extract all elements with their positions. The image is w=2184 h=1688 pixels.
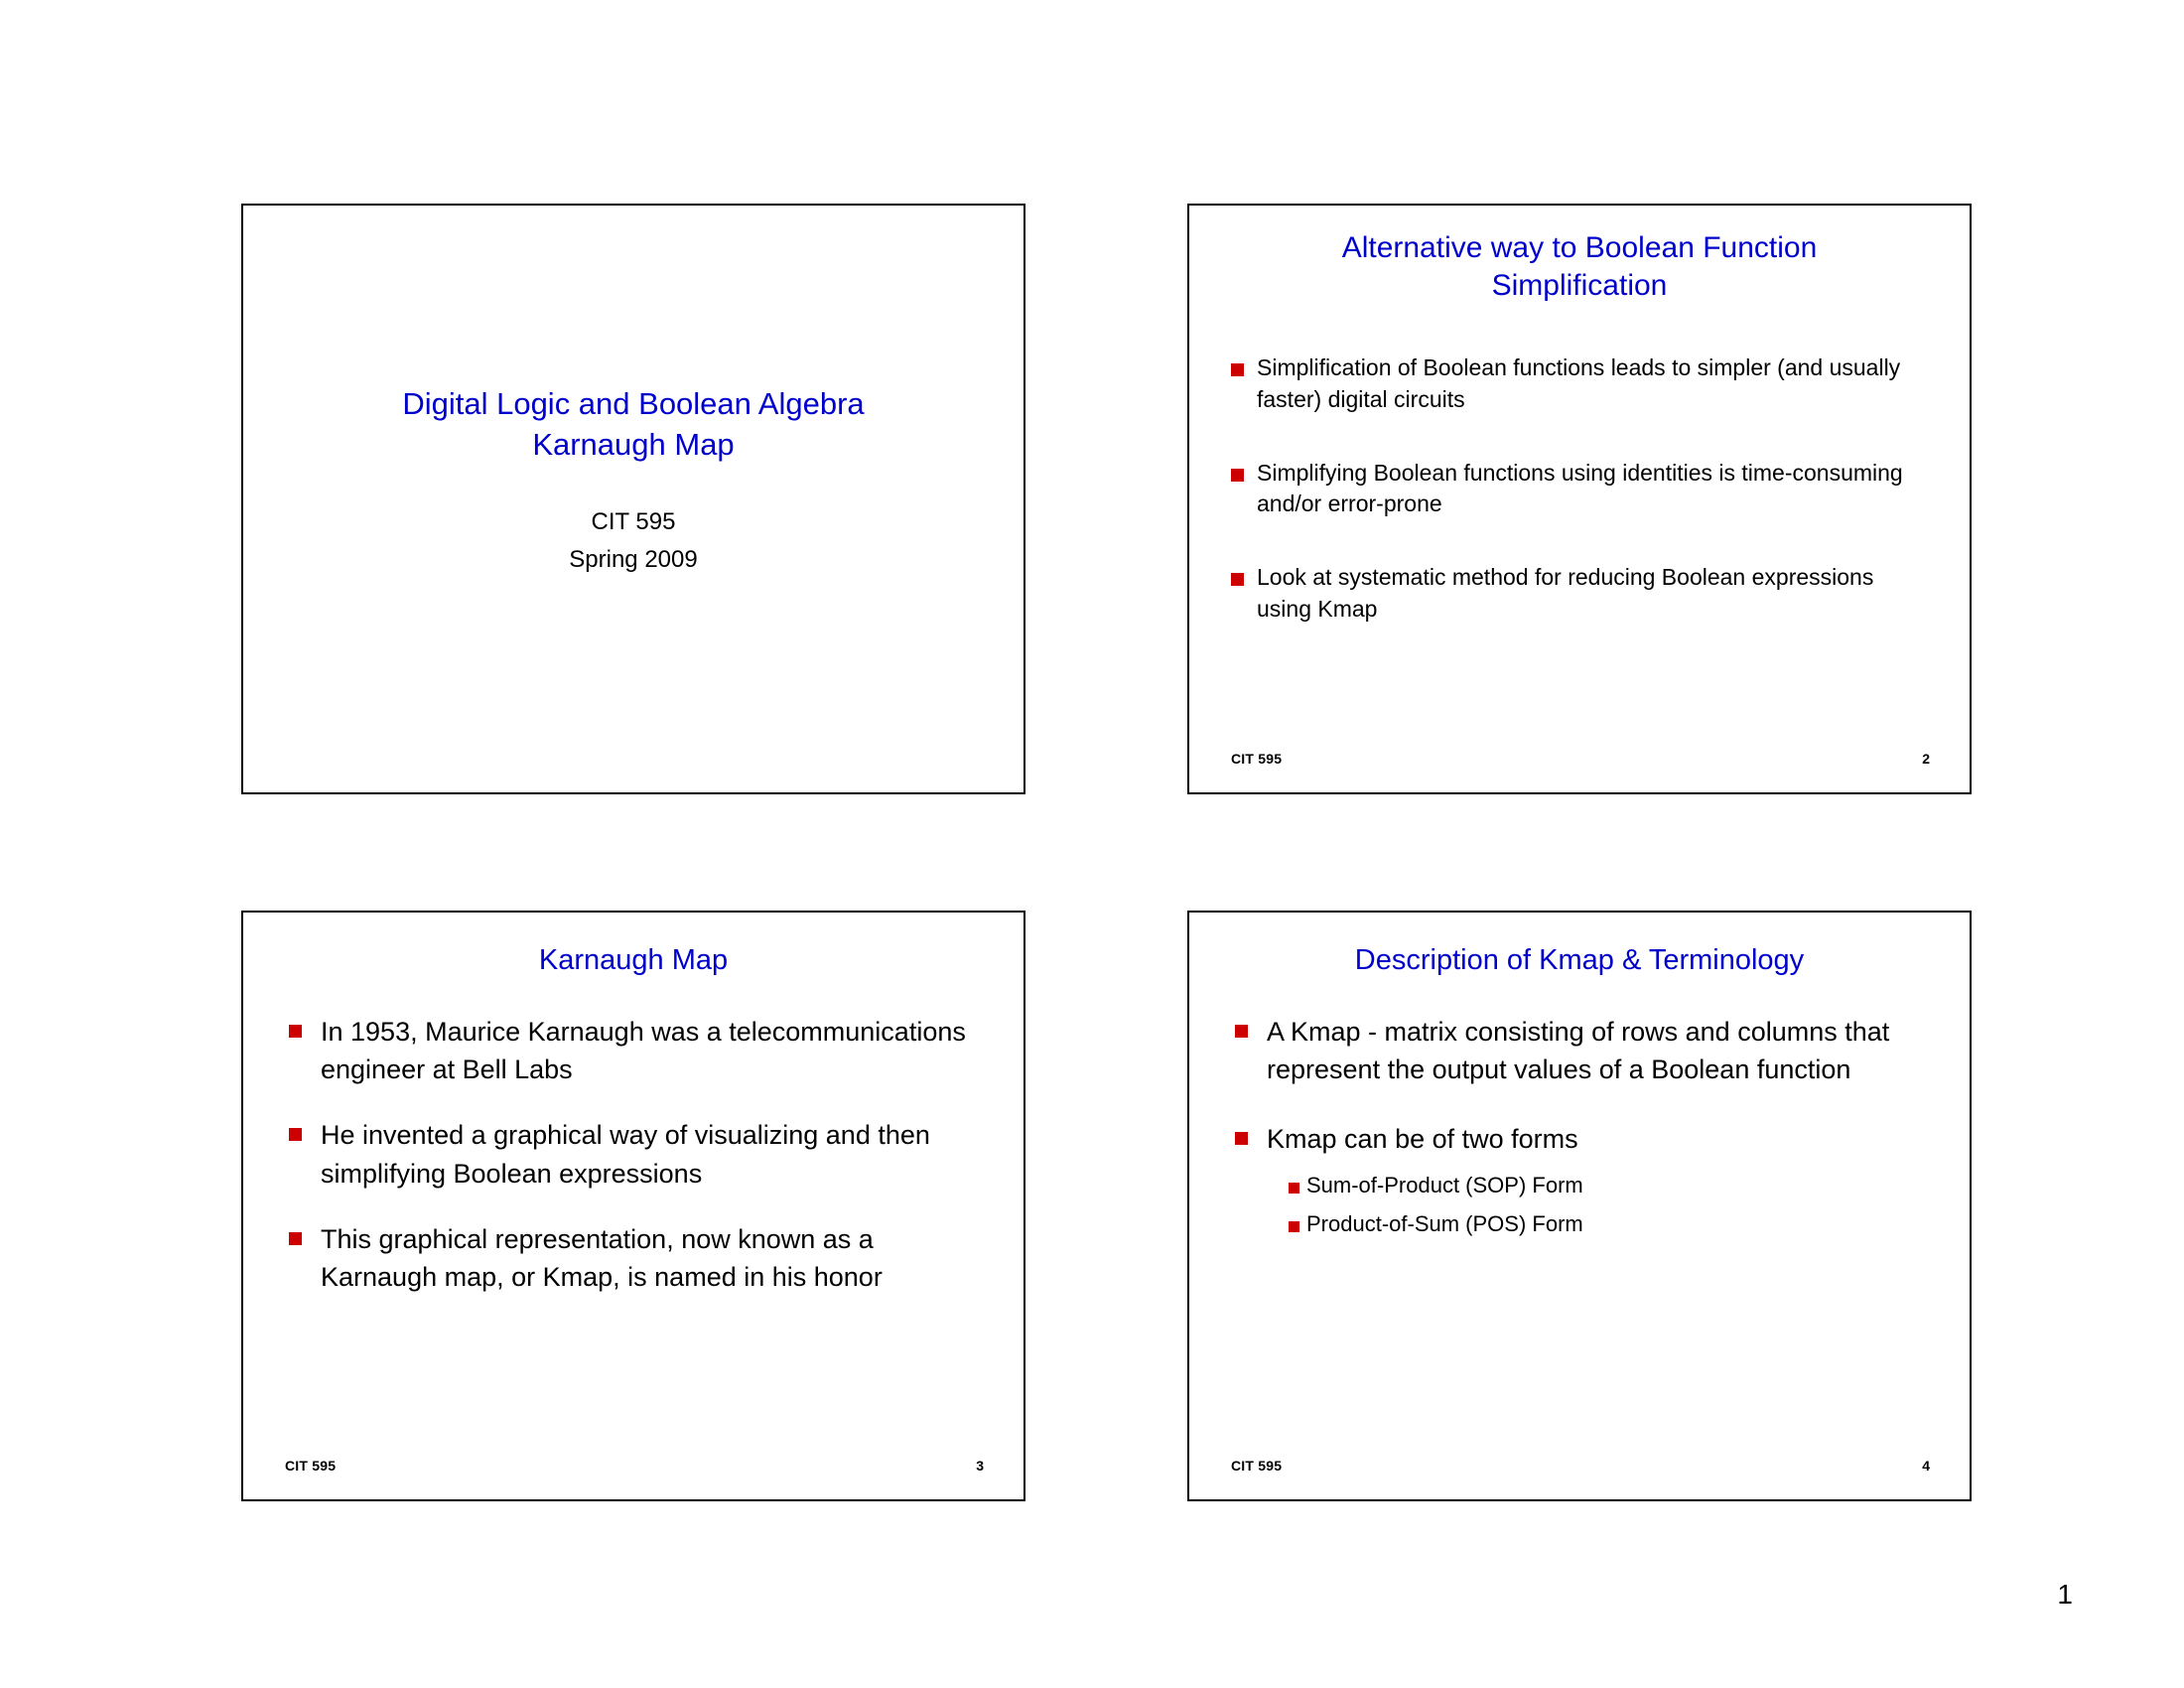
- bullet-text: In 1953, Maurice Karnaugh was a telecommunications engineer at Bell Labs: [321, 1016, 966, 1085]
- list-item: [267, 1013, 988, 1089]
- bullet-list: [267, 1013, 988, 1297]
- list-item: [1219, 562, 1934, 625]
- slide-description-of-kmap: [1187, 911, 1972, 1501]
- bullet-square-icon: [1289, 1183, 1299, 1194]
- slide-footer-number: 4: [1922, 1458, 1930, 1474]
- page-number: 1: [2057, 1579, 2073, 1610]
- bullet-text: Look at systematic method for reducing Boolean expressions using Kmap: [1257, 564, 1874, 622]
- bullet-square-icon: [1231, 363, 1244, 376]
- bullet-square-icon: [1289, 1221, 1299, 1232]
- list-item: [267, 1220, 988, 1297]
- sub-bullet-text: Sum-of-Product (SOP) Form: [1306, 1172, 1583, 1197]
- list-item: [267, 1116, 988, 1193]
- bullet-text: He invented a graphical way of visualizing and then simplifying Boolean expressions: [321, 1120, 930, 1189]
- list-item: [1213, 1120, 1940, 1239]
- bullet-text: A Kmap - matrix consisting of rows and columns that represent the output values of a Boolean function: [1267, 1016, 1890, 1085]
- slide-title-slide: [241, 204, 1025, 794]
- bullet-square-icon: [289, 1025, 302, 1038]
- slide-heading: Description of Kmap & Terminology: [1354, 944, 1805, 976]
- bullet-square-icon: [1231, 573, 1244, 586]
- sub-bullet-text: Product-of-Sum (POS) Form: [1306, 1210, 1583, 1236]
- slide-footer-course: CIT 595: [285, 1458, 337, 1474]
- list-item: [1219, 458, 1934, 520]
- course-code: CIT 595: [591, 507, 676, 535]
- slide-alternative-way: [1187, 204, 1972, 794]
- list-item: [1219, 352, 1934, 415]
- slide-footer-course: CIT 595: [1231, 751, 1283, 767]
- slide-heading-line-1: Alternative way to Boolean Function: [1341, 231, 1818, 264]
- sub-list-item: [1267, 1209, 1940, 1240]
- sub-list-item: [1267, 1171, 1940, 1201]
- slide-karnaugh-map: [241, 911, 1025, 1501]
- bullet-square-icon: [289, 1232, 302, 1245]
- sub-bullet-list: [1267, 1171, 1940, 1240]
- bullet-text: This graphical representation, now known as a Karnaugh map, or Kmap, is named in his honor: [321, 1224, 883, 1293]
- bullet-list: [1213, 1013, 1940, 1240]
- course-term: Spring 2009: [569, 545, 698, 573]
- bullet-list: [1219, 352, 1934, 625]
- slide-footer-course: CIT 595: [1231, 1458, 1283, 1474]
- bullet-square-icon: [1235, 1025, 1248, 1038]
- title-block: [243, 384, 1024, 577]
- slide-title-line-1: Digital Logic and Boolean Algebra: [402, 386, 865, 421]
- slide-footer-number: 3: [976, 1458, 984, 1474]
- bullet-text: Kmap can be of two forms: [1267, 1124, 1578, 1155]
- bullet-square-icon: [1231, 469, 1244, 482]
- slide-heading: Karnaugh Map: [538, 944, 729, 976]
- slide-heading-line-2: Simplification: [1491, 269, 1668, 303]
- slide-footer-number: 2: [1922, 751, 1930, 767]
- list-item: [1213, 1013, 1940, 1089]
- slide-title-line-2: Karnaugh Map: [532, 426, 735, 462]
- bullet-text: Simplifying Boolean functions using identities is time-consuming and/or error-prone: [1257, 459, 1903, 517]
- bullet-square-icon: [289, 1128, 302, 1141]
- bullet-text: Simplification of Boolean functions leads to simpler (and usually faster) digital circuits: [1257, 354, 1901, 412]
- bullet-square-icon: [1235, 1132, 1248, 1145]
